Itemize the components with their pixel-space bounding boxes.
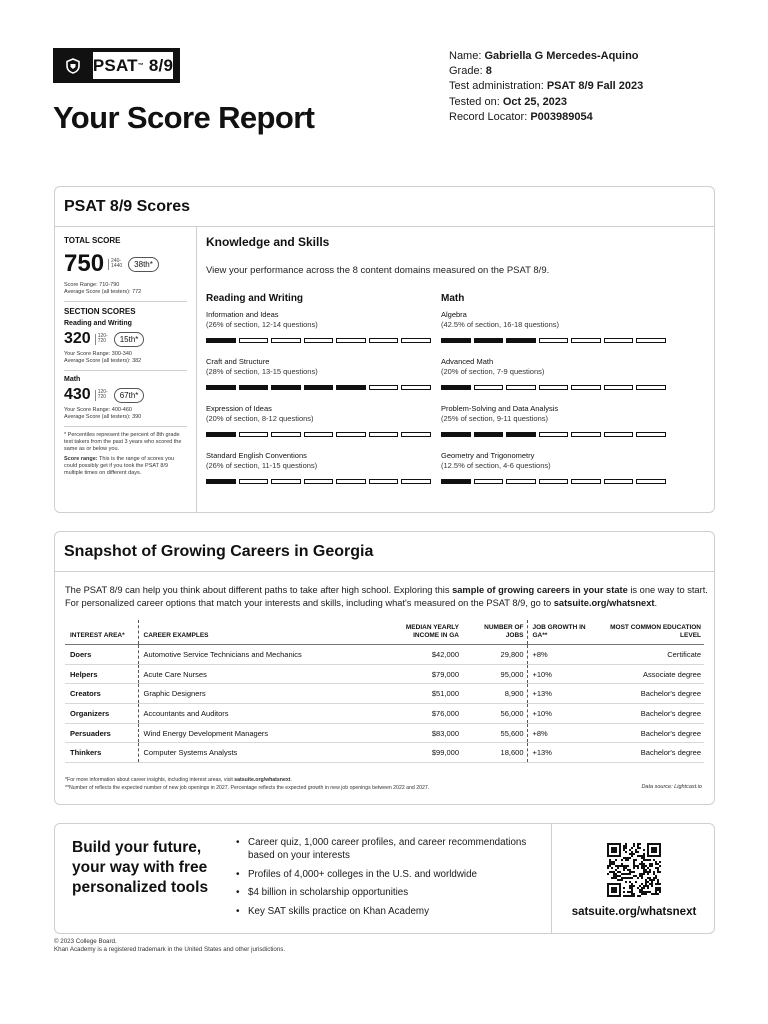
performance-bar — [206, 338, 431, 343]
col-header-interest-area: INTEREST AREA* — [65, 620, 138, 645]
rw-percentile-badge: 15th* — [114, 332, 145, 347]
careers-footnote-1: *For more information about career insights, including interest areas, visit satsuite.org/whatsnext. — [65, 777, 292, 783]
job-growth-cell: +13% — [527, 684, 591, 704]
promo-list — [234, 836, 554, 923]
number-of-jobs-cell: 29,800 — [462, 645, 527, 665]
record-locator-row: Record Locator: P003989054 — [449, 110, 593, 123]
copyright-line: © 2023 College Board. — [54, 938, 117, 945]
performance-segment-filled — [206, 432, 236, 437]
performance-segment-empty — [636, 432, 666, 437]
trademark-line: Khan Academy is a registered trademark in the United States and other jurisdictions. — [54, 946, 286, 953]
education-level-cell: Bachelor's degree — [591, 723, 704, 743]
performance-segment-empty — [636, 479, 666, 484]
knowledge-skills-title: Knowledge and Skills — [206, 235, 330, 249]
interest-area-cell: Creators — [65, 684, 138, 704]
performance-segment-filled — [206, 479, 236, 484]
table-row — [65, 645, 704, 665]
domain-name: Standard English Conventions — [206, 451, 307, 460]
student-info — [449, 49, 643, 125]
number-of-jobs-cell: 18,600 — [462, 743, 527, 763]
table-row — [65, 664, 704, 684]
domain-meta: (20% of section, 8-12 questions) — [206, 414, 314, 423]
logo-wordmark: PSAT ™ 8/9 — [93, 52, 173, 79]
test-admin-row: Test administration: PSAT 8/9 Fall 2023 — [449, 80, 644, 93]
math-domains-title: Math — [441, 293, 465, 304]
math-domains-column — [441, 293, 666, 498]
domain-name: Craft and Structure — [206, 357, 270, 366]
domain-item — [441, 310, 666, 357]
total-average-score: Average Score (all testers): 772 — [64, 289, 142, 295]
col-header-median-income: MEDIAN YEARLY INCOME IN GA — [388, 620, 462, 645]
performance-segment-filled — [271, 385, 301, 390]
rw-domains-column — [206, 293, 431, 498]
performance-segment-filled — [441, 479, 471, 484]
number-of-jobs-cell: 8,900 — [462, 684, 527, 704]
number-of-jobs-cell: 55,600 — [462, 723, 527, 743]
promo-item: • $4 billion in scholarship opportunities — [234, 886, 554, 899]
performance-segment-filled — [206, 385, 236, 390]
performance-segment-empty — [239, 479, 269, 484]
domain-name: Advanced Math — [441, 357, 494, 366]
performance-segment-empty — [604, 432, 634, 437]
math-score-range: Your Score Range: 400-460 — [64, 407, 132, 413]
domain-name: Algebra — [441, 310, 467, 319]
domain-item — [206, 357, 431, 404]
performance-bar — [441, 338, 666, 343]
total-score-range: Score Range: 710-790 — [64, 282, 120, 288]
math-average-score: Average Score (all testers): 390 — [64, 414, 142, 420]
interest-area-cell: Thinkers — [65, 743, 138, 763]
career-example-cell: Graphic Designers — [138, 684, 388, 704]
domain-item — [441, 451, 666, 498]
math-percentile-badge: 67th* — [114, 388, 145, 403]
domain-name: Geometry and Trigonometry — [441, 451, 535, 460]
performance-segment-empty — [604, 385, 634, 390]
interest-area-cell: Doers — [65, 645, 138, 665]
performance-segment-empty — [604, 479, 634, 484]
job-growth-cell: +8% — [527, 723, 591, 743]
education-level-cell: Bachelor's degree — [591, 684, 704, 704]
performance-segment-empty — [336, 432, 366, 437]
performance-bar — [441, 479, 666, 484]
promo-title: Build your future, your way with free personalized tools — [72, 839, 209, 896]
domain-name: Problem-Solving and Data Analysis — [441, 404, 559, 413]
col-header-education-level: MOST COMMON EDUCATION LEVEL — [591, 620, 704, 645]
col-header-job-growth: JOB GROWTH IN GA** — [527, 620, 591, 645]
domain-meta: (20% of section, 7-9 questions) — [441, 367, 545, 376]
median-income-cell: $42,000 — [388, 645, 462, 665]
performance-segment-filled — [474, 432, 504, 437]
domain-item — [206, 451, 431, 498]
total-score-row — [64, 250, 196, 278]
domain-item — [206, 404, 431, 451]
math-score: 430 — [64, 386, 91, 403]
record-locator: P003989054 — [530, 110, 593, 123]
performance-segment-empty — [401, 338, 431, 343]
whatsnext-link[interactable]: satsuite.org/whatsnext — [553, 598, 655, 608]
performance-segment-empty — [636, 385, 666, 390]
median-income-cell: $99,000 — [388, 743, 462, 763]
rw-domains-title: Reading and Writing — [206, 293, 304, 304]
careers-table — [65, 620, 704, 763]
performance-segment-filled — [506, 338, 536, 343]
job-growth-cell: +8% — [527, 645, 591, 665]
education-level-cell: Certificate — [591, 645, 704, 665]
performance-segment-empty — [304, 432, 334, 437]
percentile-note: * Percentiles represent the percent of 8th grade test takers from the past 3 years who scored the same as or below you. — [64, 432, 182, 452]
college-board-shield-icon — [53, 48, 93, 83]
performance-segment-empty — [271, 432, 301, 437]
section-scores-label: SECTION SCORES — [64, 307, 136, 316]
domain-meta: (28% of section, 13-15 questions) — [206, 367, 318, 376]
total-percentile-badge: 38th* — [128, 257, 159, 272]
performance-segment-empty — [604, 338, 634, 343]
performance-segment-empty — [636, 338, 666, 343]
score-summary-column — [55, 227, 197, 512]
math-domain-list — [441, 310, 666, 498]
performance-segment-filled — [206, 338, 236, 343]
rw-domain-list — [206, 310, 431, 498]
careers-footnotes — [65, 776, 429, 792]
promo-url-link[interactable]: satsuite.org/whatsnext — [571, 906, 697, 918]
tested-on: Oct 25, 2023 — [502, 95, 568, 108]
careers-intro: The PSAT 8/9 can help you think about different paths to take after high school. Exploring this sample of growing careers in your state is one way to start. For personalized career options that match your interests and skills, including what's measured on the PSAT 8/9, go to satsuite.org/whatsnext. — [65, 585, 708, 608]
student-name: Gabriella G Mercedes-Aquino — [484, 50, 639, 62]
performance-segment-empty — [571, 385, 601, 390]
careers-footnote-2: **Number of reflects the expected number of new job openings in 2027. Percentage reflects the expected growth in new job openings between 2022 and 2027. — [65, 785, 430, 791]
career-example-cell: Wind Energy Development Managers — [138, 723, 388, 743]
domain-meta: (12.5% of section, 4-6 questions) — [441, 461, 551, 470]
performance-segment-empty — [571, 338, 601, 343]
total-score: 750 — [64, 250, 105, 277]
performance-segment-filled — [304, 385, 334, 390]
domain-meta: (26% of section, 11-15 questions) — [206, 461, 318, 470]
job-growth-cell: +10% — [527, 664, 591, 684]
median-income-cell: $76,000 — [388, 704, 462, 724]
divider — [64, 426, 187, 427]
performance-segment-empty — [271, 479, 301, 484]
interest-area-cell: Organizers — [65, 704, 138, 724]
table-row — [65, 723, 704, 743]
math-score-scale: 120- 720 — [95, 390, 108, 401]
performance-segment-filled — [336, 385, 366, 390]
performance-segment-empty — [506, 385, 536, 390]
performance-segment-filled — [239, 385, 269, 390]
performance-bar — [441, 432, 666, 437]
career-example-cell: Accountants and Auditors — [138, 704, 388, 724]
job-growth-cell: +10% — [527, 704, 591, 724]
promo-card — [54, 823, 715, 934]
performance-segment-filled — [506, 432, 536, 437]
student-grade-row: Grade: 8 — [449, 65, 492, 78]
performance-segment-filled — [441, 385, 471, 390]
median-income-cell: $83,000 — [388, 723, 462, 743]
scores-card-title: PSAT 8/9 Scores — [55, 187, 714, 227]
career-example-cell: Computer Systems Analysts — [138, 743, 388, 763]
median-income-cell: $51,000 — [388, 684, 462, 704]
domain-item — [441, 357, 666, 404]
student-name-row: Name: Gabriella G Mercedes-Aquino — [449, 50, 639, 62]
rw-score-range: Your Score Range: 300-340 — [64, 351, 132, 357]
tested-on-row: Tested on: Oct 25, 2023 — [449, 95, 568, 108]
careers-card-title: Snapshot of Growing Careers in Georgia — [55, 532, 714, 572]
performance-segment-empty — [369, 432, 399, 437]
qr-code-icon[interactable] — [607, 843, 661, 897]
interest-area-cell: Helpers — [65, 664, 138, 684]
performance-segment-empty — [539, 338, 569, 343]
domain-meta: (26% of section, 12-14 questions) — [206, 320, 318, 329]
student-grade: 8 — [485, 65, 492, 78]
performance-segment-empty — [369, 338, 399, 343]
performance-segment-empty — [539, 385, 569, 390]
performance-segment-empty — [401, 385, 431, 390]
col-header-career-examples: CAREER EXAMPLES — [138, 620, 388, 645]
divider — [64, 301, 187, 302]
careers-table-body — [65, 645, 704, 763]
performance-segment-empty — [271, 338, 301, 343]
performance-segment-empty — [304, 479, 334, 484]
domain-item — [441, 404, 666, 451]
career-example-cell: Acute Care Nurses — [138, 664, 388, 684]
score-range-note: Score range: This is the range of scores you could possibly get if you took the PSAT 8/9 multiple times on different days. — [64, 456, 174, 476]
performance-segment-empty — [336, 479, 366, 484]
rw-score-scale: 120- 720 — [95, 334, 108, 345]
performance-segment-empty — [474, 479, 504, 484]
divider — [64, 370, 187, 371]
performance-segment-empty — [401, 432, 431, 437]
median-income-cell: $79,000 — [388, 664, 462, 684]
page-title: Your Score Report — [53, 100, 315, 135]
careers-card — [54, 531, 715, 805]
performance-segment-empty — [369, 479, 399, 484]
rw-score: 320 — [64, 330, 91, 347]
education-level-cell: Bachelor's degree — [591, 704, 704, 724]
performance-segment-filled — [441, 432, 471, 437]
performance-bar — [441, 385, 666, 390]
performance-segment-empty — [369, 385, 399, 390]
domain-name: Expression of Ideas — [206, 404, 272, 413]
education-level-cell: Bachelor's degree — [591, 743, 704, 763]
performance-segment-empty — [239, 338, 269, 343]
domain-meta: (25% of section, 9-11 questions) — [441, 414, 549, 423]
performance-segment-empty — [336, 338, 366, 343]
performance-bar — [206, 479, 431, 484]
promo-item: • Career quiz, 1,000 career profiles, and career recommendations based on your interests — [234, 836, 554, 862]
math-section-label: Math — [64, 376, 81, 383]
number-of-jobs-cell: 56,000 — [462, 704, 527, 724]
rw-score-row — [64, 330, 196, 348]
education-level-cell: Associate degree — [591, 664, 704, 684]
interest-area-cell: Persuaders — [65, 723, 138, 743]
performance-segment-empty — [401, 479, 431, 484]
data-source: Data source: Lightcast.io — [641, 784, 702, 790]
domain-item — [206, 310, 431, 357]
performance-segment-empty — [506, 479, 536, 484]
knowledge-skills-description: View your performance across the 8 content domains measured on the PSAT 8/9. — [206, 265, 550, 276]
promo-item: • Key SAT skills practice on Khan Academy — [234, 905, 554, 918]
performance-segment-empty — [571, 479, 601, 484]
test-admin: PSAT 8/9 Fall 2023 — [546, 80, 644, 93]
col-header-number-of-jobs: NUMBER OF JOBS — [462, 620, 527, 645]
psat-logo — [53, 48, 180, 83]
job-growth-cell: +13% — [527, 743, 591, 763]
performance-segment-empty — [539, 479, 569, 484]
performance-segment-empty — [239, 432, 269, 437]
career-example-cell: Automotive Service Technicians and Mechanics — [138, 645, 388, 665]
domain-meta: (42.5% of section, 16-18 questions) — [441, 320, 559, 329]
table-row — [65, 743, 704, 763]
table-row — [65, 684, 704, 704]
total-score-scale: 240- 1440 — [108, 259, 122, 270]
performance-bar — [206, 432, 431, 437]
scores-card — [54, 186, 715, 513]
performance-segment-filled — [441, 338, 471, 343]
rw-average-score: Average Score (all testers): 382 — [64, 358, 142, 364]
domain-name: Information and Ideas — [206, 310, 279, 319]
performance-segment-filled — [474, 338, 504, 343]
performance-bar — [206, 385, 431, 390]
copyright — [54, 938, 285, 954]
promo-item: • Profiles of 4,000+ colleges in the U.S. and worldwide — [234, 868, 554, 881]
careers-table-header — [65, 620, 704, 645]
rw-section-label: Reading and Writing — [64, 320, 132, 327]
number-of-jobs-cell: 95,000 — [462, 664, 527, 684]
total-score-label: TOTAL SCORE — [64, 236, 121, 245]
math-score-row — [64, 386, 196, 404]
performance-segment-empty — [539, 432, 569, 437]
performance-segment-empty — [571, 432, 601, 437]
performance-segment-empty — [304, 338, 334, 343]
performance-segment-empty — [474, 385, 504, 390]
table-row — [65, 704, 704, 724]
